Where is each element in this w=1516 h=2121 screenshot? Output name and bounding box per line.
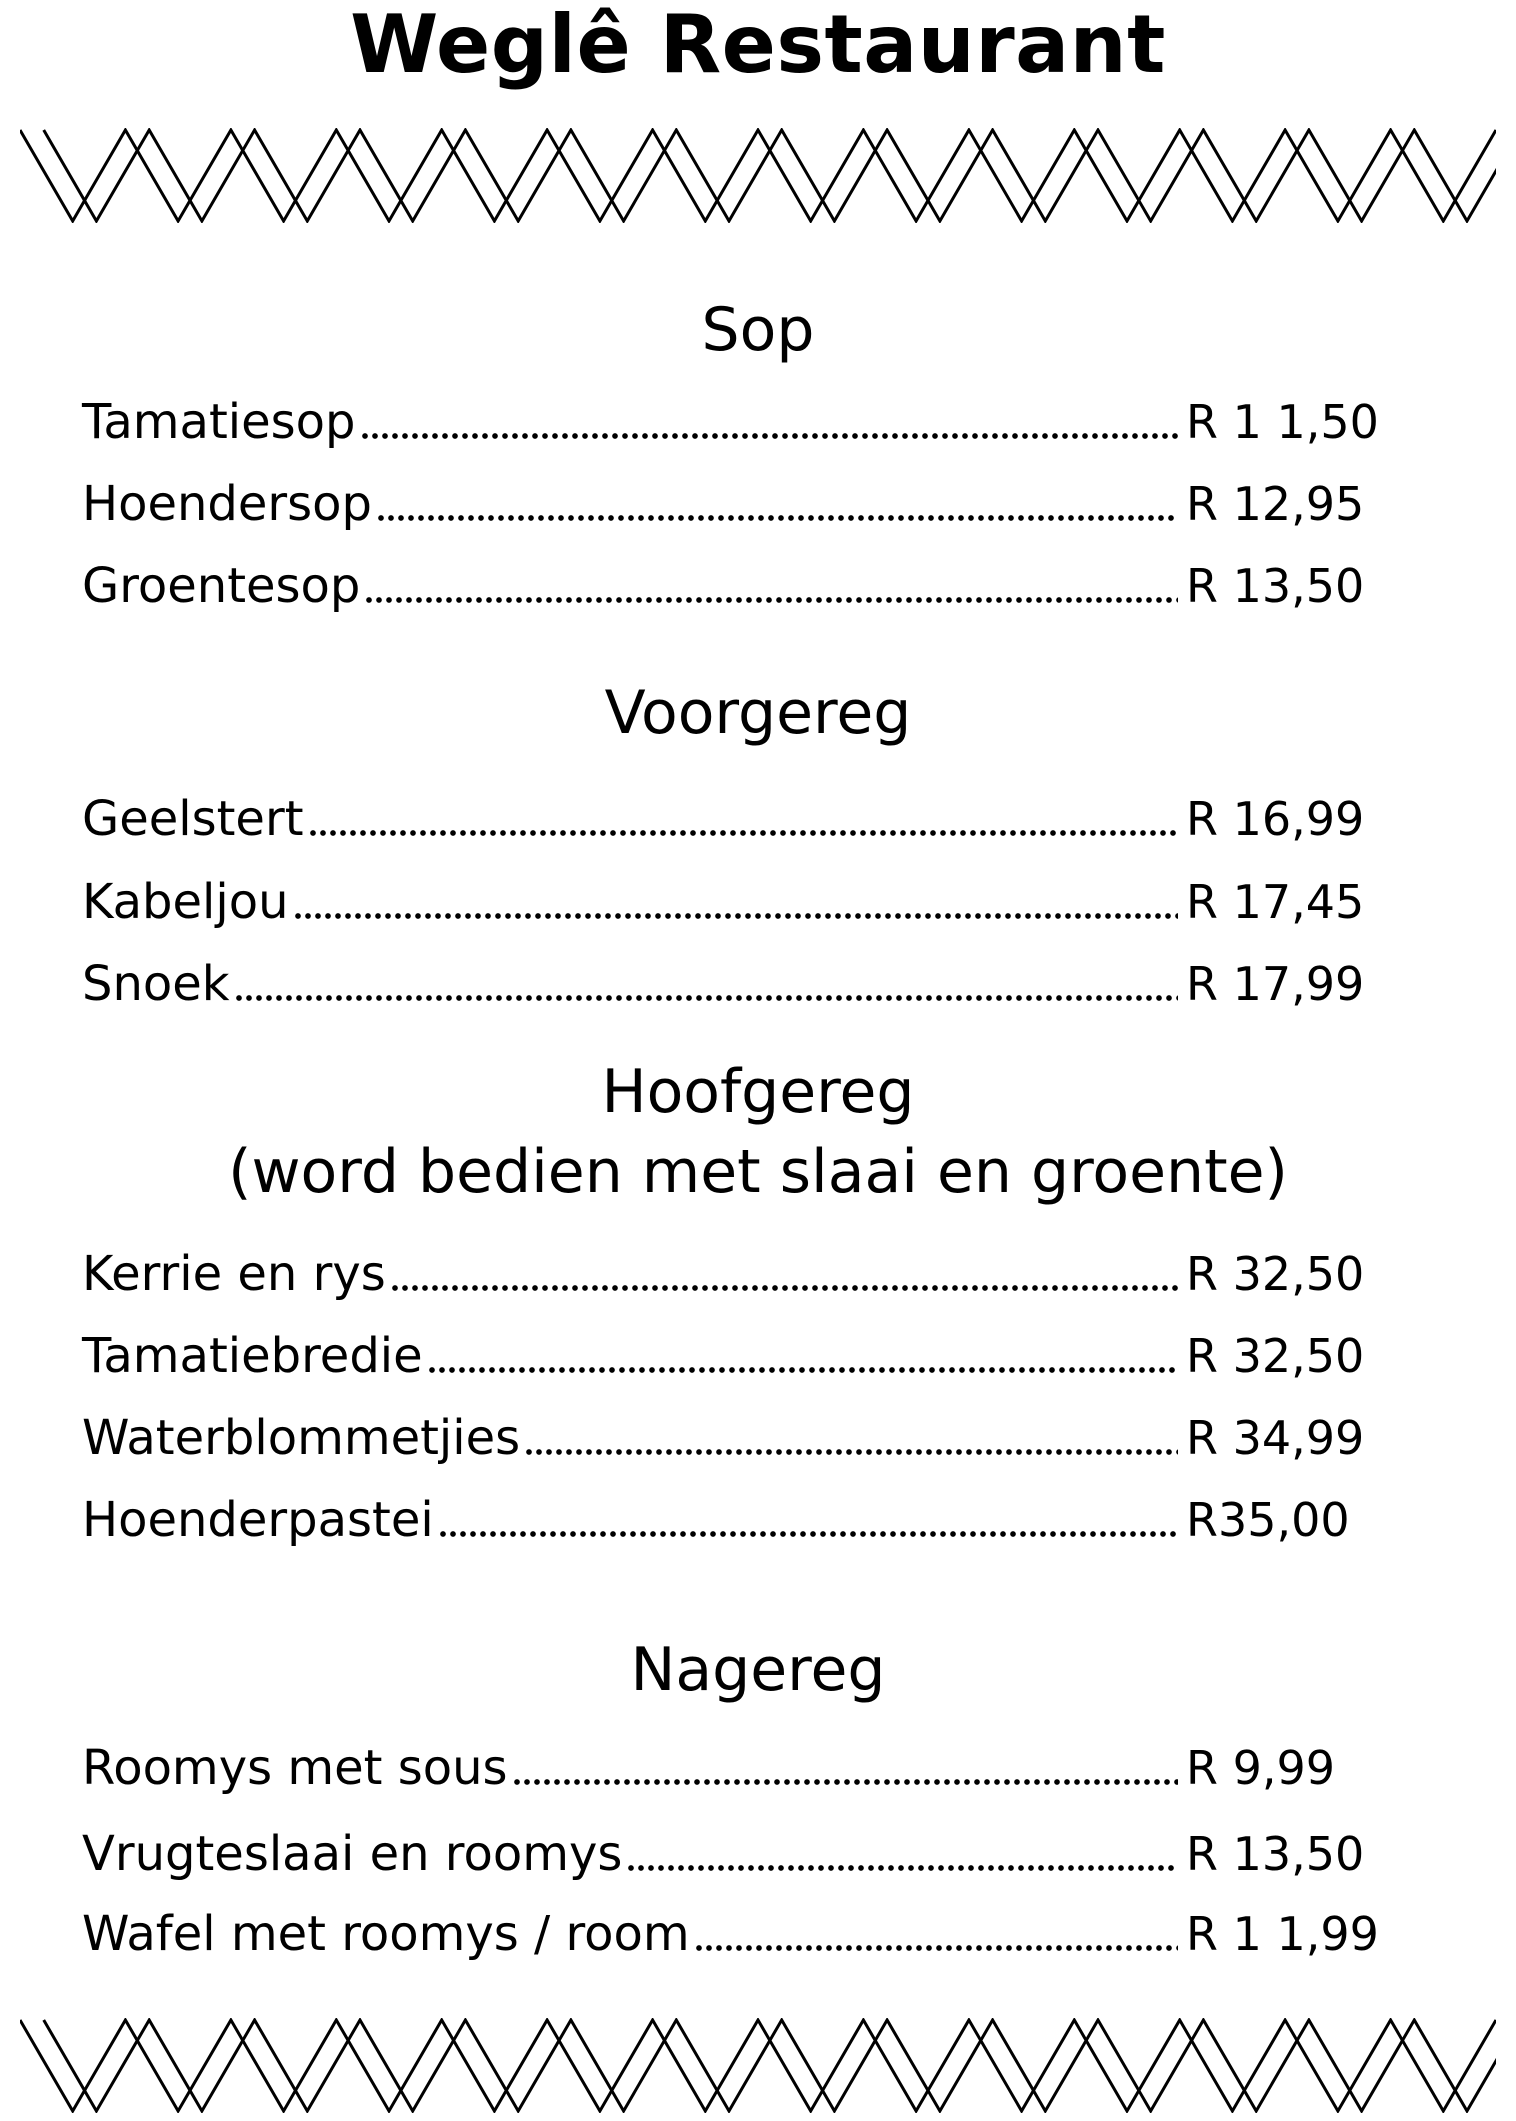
bottom-zigzag-border bbox=[20, 2018, 1496, 2113]
section-heading-hoofgereg: Hoofgereg bbox=[601, 1057, 915, 1127]
dot-leader bbox=[524, 1448, 1178, 1456]
menu-item bbox=[82, 1316, 1386, 1386]
dot-leader bbox=[694, 1944, 1178, 1952]
dot-leader bbox=[626, 1864, 1178, 1872]
menu-item bbox=[82, 779, 1386, 849]
item-price: R 1 1,50 bbox=[1186, 395, 1379, 449]
menu-title: Weglê Restaurant bbox=[350, 0, 1166, 91]
item-name: Vrugteslaai en roomys bbox=[82, 1826, 623, 1882]
dot-leader bbox=[390, 1284, 1178, 1292]
zigzag-pattern-top bbox=[20, 128, 1496, 223]
section-heading-voorgereg: Voorgereg bbox=[604, 678, 912, 748]
menu-item bbox=[82, 1728, 1386, 1798]
menu-item bbox=[82, 1234, 1386, 1304]
item-name: Hoenderpastei bbox=[82, 1492, 434, 1548]
dot-leader bbox=[234, 994, 1178, 1002]
section-subheading-hoofgereg: (word bedien met slaai en groente) bbox=[228, 1137, 1288, 1207]
item-price: R 32,50 bbox=[1186, 1247, 1365, 1301]
item-name: Wafel met roomys / room bbox=[82, 1906, 690, 1962]
item-name: Geelstert bbox=[82, 791, 304, 847]
menu-item bbox=[82, 1398, 1386, 1468]
item-name: Snoek bbox=[82, 956, 230, 1012]
menu-item bbox=[82, 944, 1386, 1014]
item-price: R 12,95 bbox=[1186, 477, 1365, 531]
item-name: Hoendersop bbox=[82, 476, 372, 532]
dot-leader bbox=[376, 514, 1178, 522]
menu-item bbox=[82, 382, 1386, 452]
item-price: R 32,50 bbox=[1186, 1329, 1365, 1383]
dot-leader bbox=[293, 912, 1178, 920]
item-price: R 17,99 bbox=[1186, 957, 1365, 1011]
menu-item bbox=[82, 464, 1386, 534]
item-price: R 16,99 bbox=[1186, 792, 1365, 846]
item-name: Kabeljou bbox=[82, 874, 289, 930]
item-price: R 13,50 bbox=[1186, 559, 1365, 613]
menu-item bbox=[82, 862, 1386, 932]
top-zigzag-border bbox=[20, 128, 1496, 223]
dot-leader bbox=[438, 1530, 1178, 1538]
item-name: Waterblommetjies bbox=[82, 1410, 521, 1466]
menu-item bbox=[82, 546, 1386, 616]
dot-leader bbox=[427, 1366, 1178, 1374]
item-price: R 34,99 bbox=[1186, 1411, 1365, 1465]
dot-leader bbox=[360, 432, 1179, 440]
zigzag-line-1 bbox=[20, 130, 1496, 221]
dot-leader bbox=[308, 829, 1178, 837]
zigzag-line-1 bbox=[20, 2020, 1496, 2111]
item-name: Roomys met sous bbox=[82, 1740, 508, 1796]
dot-leader bbox=[512, 1778, 1178, 1786]
item-name: Tamatiebredie bbox=[82, 1328, 423, 1384]
section-heading-nagereg: Nagereg bbox=[630, 1635, 886, 1705]
menu-item bbox=[82, 1814, 1386, 1884]
item-price: R 9,99 bbox=[1186, 1741, 1336, 1795]
item-price: R 1 1,99 bbox=[1186, 1907, 1379, 1961]
zigzag-pattern-bottom bbox=[20, 2018, 1496, 2113]
item-price: R35,00 bbox=[1186, 1493, 1350, 1547]
menu-item bbox=[82, 1480, 1386, 1550]
item-price: R 13,50 bbox=[1186, 1827, 1365, 1881]
section-heading-sop: Sop bbox=[701, 295, 815, 365]
dot-leader bbox=[364, 596, 1178, 604]
item-name: Groentesop bbox=[82, 558, 361, 614]
item-name: Tamatiesop bbox=[82, 394, 356, 450]
item-price: R 17,45 bbox=[1186, 875, 1365, 929]
item-name: Kerrie en rys bbox=[82, 1246, 386, 1302]
menu-item bbox=[82, 1894, 1386, 1964]
